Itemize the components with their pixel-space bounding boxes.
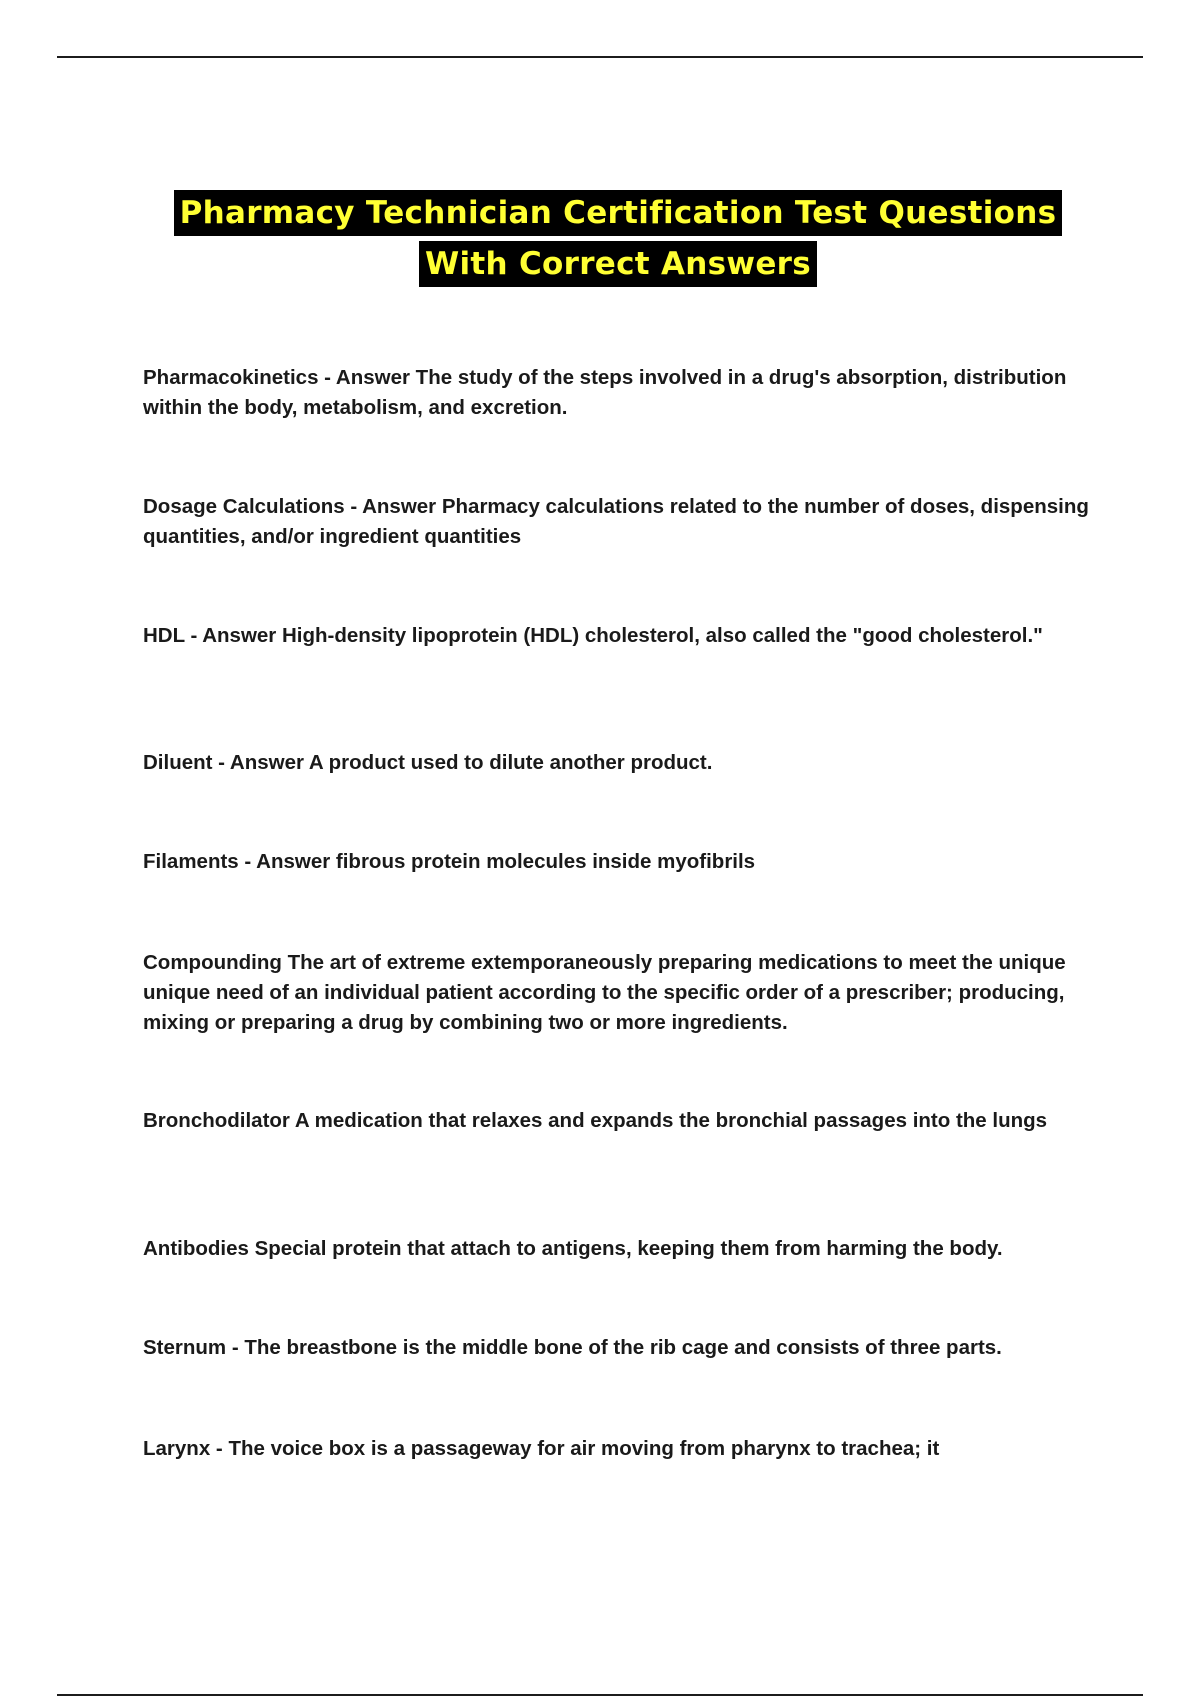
title-line-2: With Correct Answers [419, 241, 817, 287]
entry-filaments: Filaments - Answer fibrous protein molecules inside myofibrils [143, 850, 756, 873]
entry-dosage-calculations: Dosage Calculations - Answer Pharmacy calculations related to the number of doses, dispensing quantities, and/or ingredient quantities [143, 495, 1089, 548]
entry-larynx: Larynx - The voice box is a passageway for air moving from pharynx to trachea; it [143, 1437, 940, 1460]
bottom-divider [57, 1694, 1143, 1696]
document-title [0, 190, 1200, 287]
entry-bronchodilator: Bronchodilator A medication that relaxes and expands the bronchial passages into the lungs [143, 1109, 1048, 1132]
top-divider [57, 56, 1143, 58]
title-line-1: Pharmacy Technician Certification Test Questions [174, 190, 1063, 236]
entry-compounding: Compounding The art of extreme extemporaneously preparing medications to meet the unique unique need of an individual patient according to the specific order of a prescriber; producing, mixing or preparing a drug by combining two or more ingredients. [143, 951, 1066, 1034]
entry-pharmacokinetics: Pharmacokinetics - Answer The study of the steps involved in a drug's absorption, distribution within the body, metabolism, and excretion. [143, 366, 1067, 419]
entry-diluent: Diluent - Answer A product used to dilute another product. [143, 751, 713, 774]
entry-hdl: HDL - Answer High-density lipoprotein (HDL) cholesterol, also called the "good cholesterol." [143, 624, 1043, 647]
entry-antibodies: Antibodies Special protein that attach to antigens, keeping them from harming the body. [143, 1237, 1003, 1260]
entry-sternum: Sternum - The breastbone is the middle bone of the rib cage and consists of three parts. [143, 1336, 1002, 1359]
